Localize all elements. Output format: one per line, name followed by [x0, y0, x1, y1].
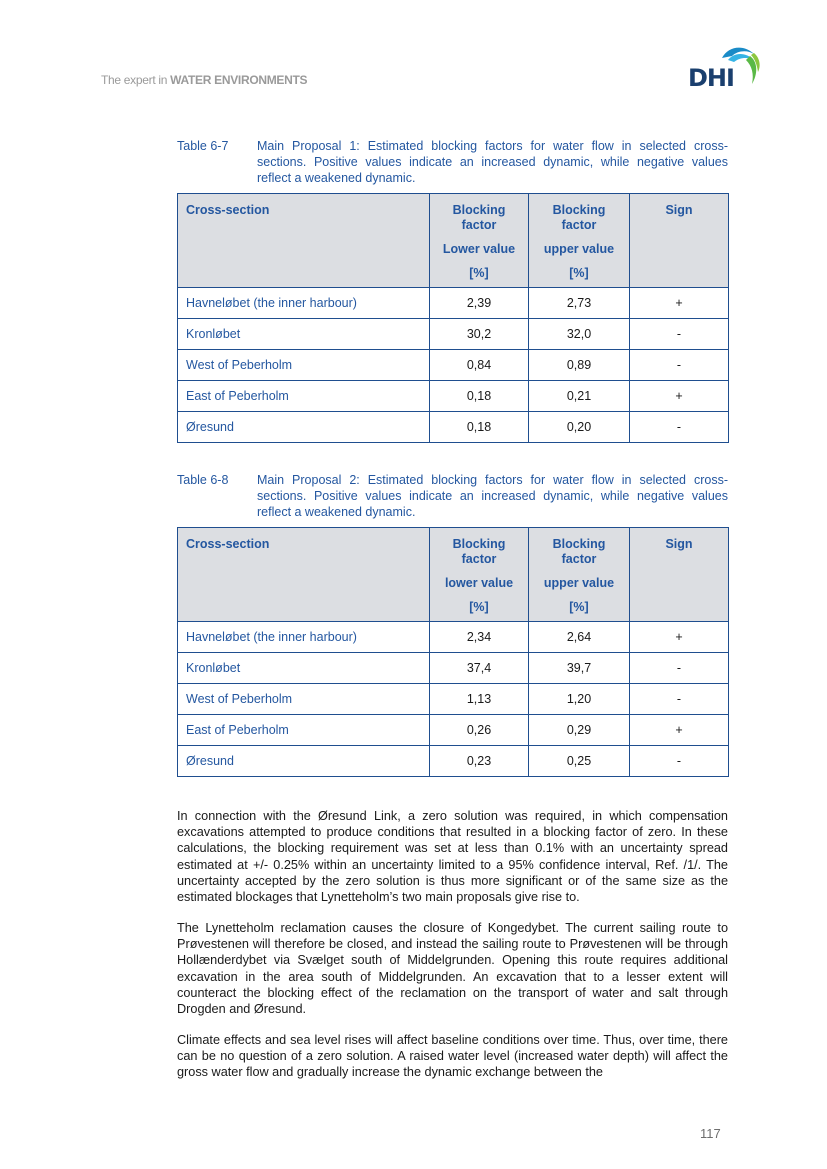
upper-value: 32,0	[529, 319, 630, 350]
col-header-upper: Blocking factor upper value [%]	[529, 528, 630, 622]
lower-value: 0,23	[430, 746, 529, 777]
body-paragraph: Climate effects and sea level rises will affect baseline conditions over time. Thus, over time, there can be no question of a zero solution. A raised water level (increased water depth) will affect the gross water flow and gradually increase the dynamic exchange between the	[177, 1033, 728, 1080]
lower-value: 2,39	[430, 288, 529, 319]
blocking-table-1	[177, 193, 729, 443]
cross-section-name: Øresund	[178, 412, 430, 443]
tagline-strong: WATER ENVIRONMENTS	[170, 73, 308, 87]
logo-text: DHI	[688, 64, 734, 92]
page-number: 117	[700, 1126, 721, 1141]
cross-section-name: Kronløbet	[178, 653, 430, 684]
upper-value: 2,73	[529, 288, 630, 319]
table-caption-text: Main Proposal 1: Estimated blocking factors for water flow in selected cross-sections. Positive values indicate an increased dynamic, while negative values reflect a weakened dynamic.	[257, 139, 728, 185]
table-row	[178, 381, 729, 412]
sign-value: -	[630, 350, 729, 381]
col-header-sign: Sign	[630, 528, 729, 622]
cross-section-name: East of Peberholm	[178, 715, 430, 746]
table-header-row	[178, 194, 729, 288]
table-row	[178, 746, 729, 777]
lower-value: 0,84	[430, 350, 529, 381]
cross-section-name: Øresund	[178, 746, 430, 777]
table-caption-1	[177, 138, 728, 186]
table-caption-text: Main Proposal 2: Estimated blocking factors for water flow in selected cross-sections. Positive values indicate an increased dynamic, while negative values reflect a weakened dynamic.	[257, 473, 728, 519]
col-header-sign: Sign	[630, 194, 729, 288]
sign-value: +	[630, 381, 729, 412]
sign-value: -	[630, 319, 729, 350]
table-row	[178, 653, 729, 684]
cross-section-name: West of Peberholm	[178, 684, 430, 715]
sign-value: -	[630, 653, 729, 684]
lower-value: 2,34	[430, 622, 529, 653]
upper-value: 0,21	[529, 381, 630, 412]
col-header-lower: Blocking factor Lower value [%]	[430, 194, 529, 288]
table-row	[178, 684, 729, 715]
table-row	[178, 715, 729, 746]
cross-section-name: East of Peberholm	[178, 381, 430, 412]
sign-value: +	[630, 288, 729, 319]
lower-value: 0,18	[430, 412, 529, 443]
upper-value: 0,20	[529, 412, 630, 443]
sign-value: +	[630, 715, 729, 746]
table-row	[178, 350, 729, 381]
table-header-row	[178, 528, 729, 622]
upper-value: 0,25	[529, 746, 630, 777]
lower-value: 37,4	[430, 653, 529, 684]
lower-value: 0,18	[430, 381, 529, 412]
body-paragraph: The Lynetteholm reclamation causes the closure of Kongedybet. The current sailing route to Prøvestenen will therefore be closed, and instead the sailing route to Prøvestenen will be through Hollænderdybet via Svælget south of Middelgrunden. Opening this route requires additional excavation in the area south of Middelgrunden. An excavation that to a lesser extent will counteract the blocking effect of the reclamation on the transport of water and salt through Drogden and Øresund.	[177, 921, 728, 1017]
upper-value: 1,20	[529, 684, 630, 715]
cross-section-name: Havneløbet (the inner harbour)	[178, 288, 430, 319]
upper-value: 0,29	[529, 715, 630, 746]
sign-value: -	[630, 746, 729, 777]
body-paragraph: In connection with the Øresund Link, a zero solution was required, in which compensation excavations attempted to produce conditions that resulted in a blocking factor of zero. In these calculations, the blocking requirement was set at less than 0.1% with an uncertainty spread estimated at +/- 0.25% within an uncertainty limited to a 95% confidence interval, Ref. /1/. The uncertainty accepted by the zero solution is thus more significant or of the same size as the estimated blockages that Lynetteholm’s two main proposals give rise to.	[177, 809, 728, 905]
sign-value: +	[630, 622, 729, 653]
blocking-table-2	[177, 527, 729, 777]
table-number: Table 6-8	[177, 473, 229, 487]
col-header-upper: Blocking factor upper value [%]	[529, 194, 630, 288]
table-row	[178, 288, 729, 319]
upper-value: 39,7	[529, 653, 630, 684]
table-caption-2	[177, 472, 728, 520]
col-header-cross-section: Cross-section	[178, 194, 430, 288]
upper-value: 2,64	[529, 622, 630, 653]
cross-section-name: Kronløbet	[178, 319, 430, 350]
dhi-logo	[688, 44, 760, 92]
cross-section-name: Havneløbet (the inner harbour)	[178, 622, 430, 653]
lower-value: 0,26	[430, 715, 529, 746]
table-number: Table 6-7	[177, 139, 229, 153]
col-header-lower: Blocking factor lower value [%]	[430, 528, 529, 622]
sign-value: -	[630, 412, 729, 443]
lower-value: 30,2	[430, 319, 529, 350]
table-row	[178, 412, 729, 443]
sign-value: -	[630, 684, 729, 715]
col-header-cross-section: Cross-section	[178, 528, 430, 622]
header-tagline	[101, 73, 307, 87]
table-row	[178, 319, 729, 350]
upper-value: 0,89	[529, 350, 630, 381]
tagline-prefix: The expert in	[101, 73, 171, 87]
lower-value: 1,13	[430, 684, 529, 715]
table-row	[178, 622, 729, 653]
cross-section-name: West of Peberholm	[178, 350, 430, 381]
